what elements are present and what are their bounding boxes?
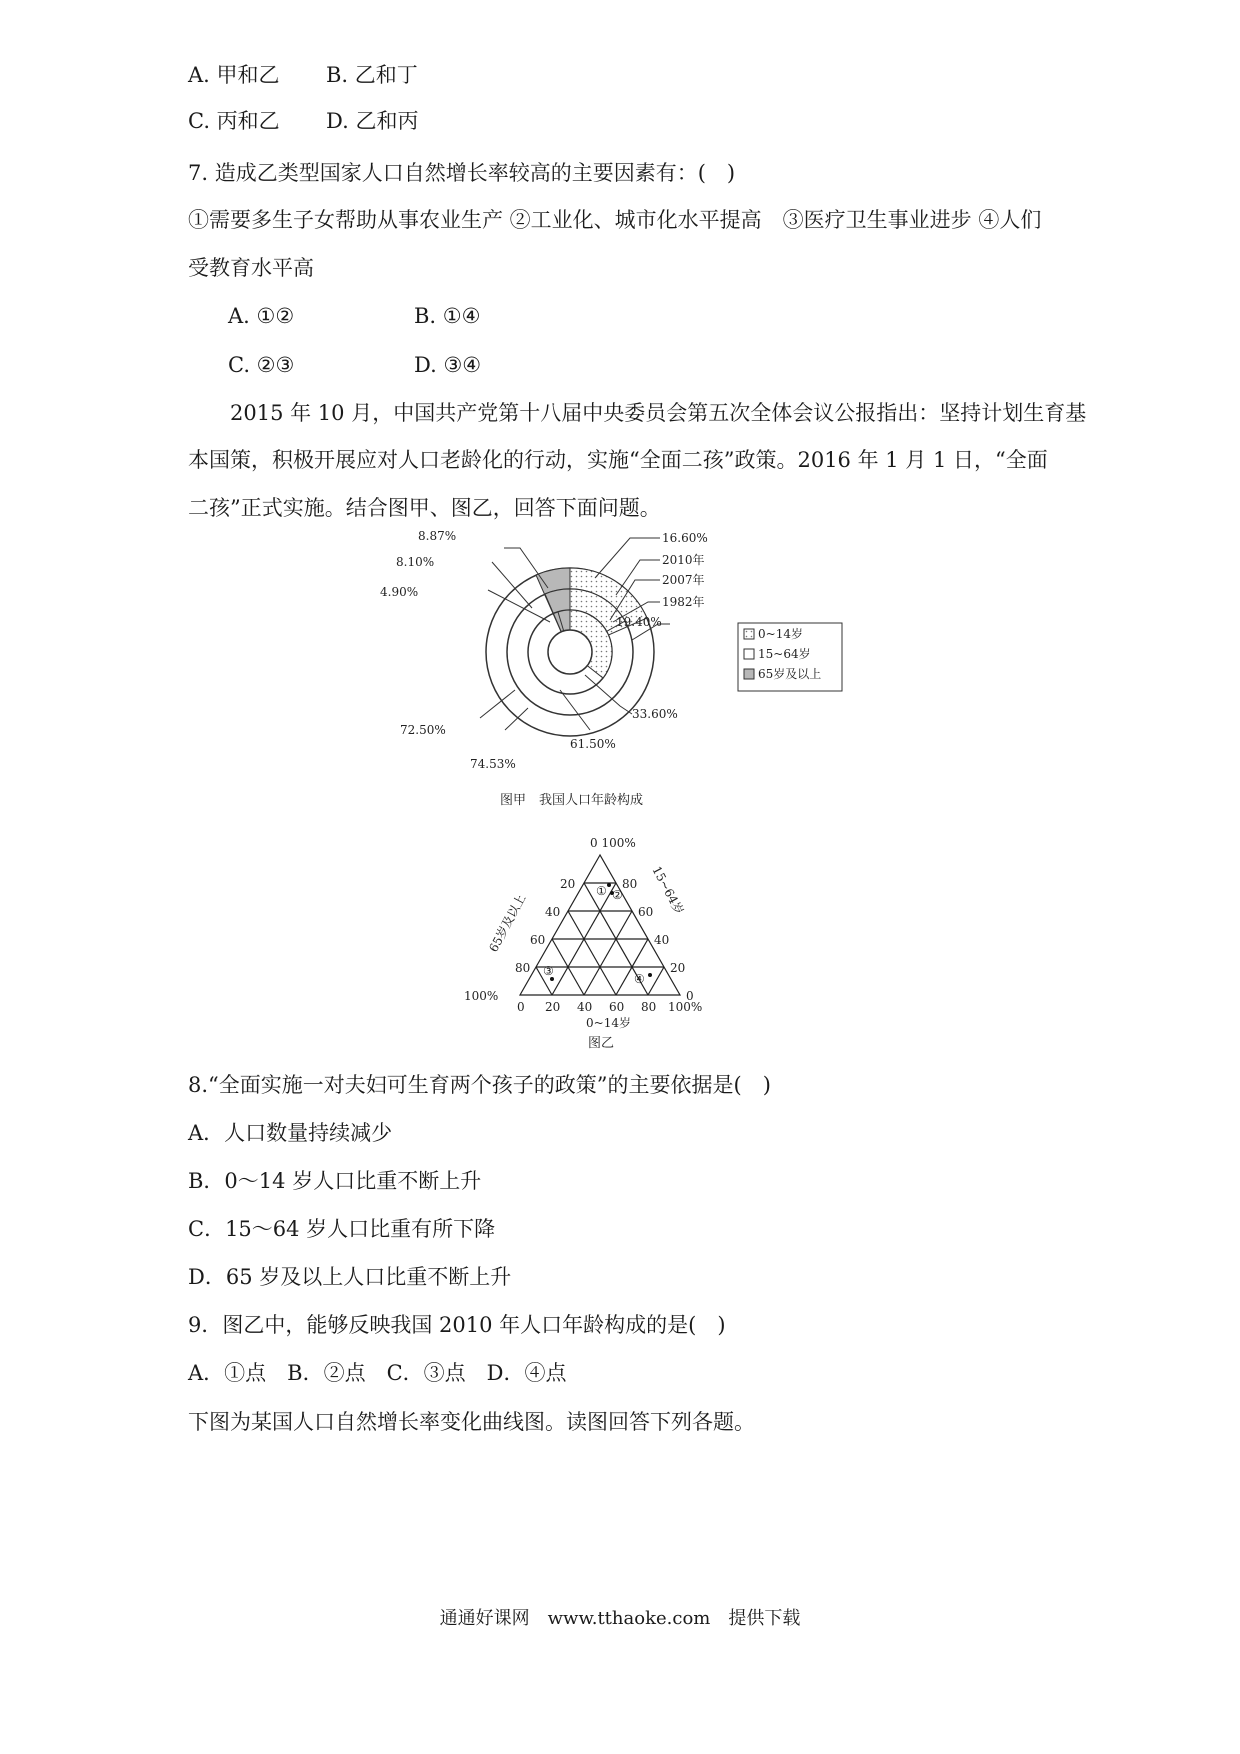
- label-72-50: 72.50%: [400, 723, 446, 737]
- q7-items-line1: ①需要多生子女帮助从事农业生产 ②工业化、城市化水平提高 ③医疗卫生事业进步 ④人们: [188, 208, 1042, 232]
- label-61-50: 61.50%: [570, 737, 616, 751]
- right-tick-20: 20: [670, 961, 686, 975]
- q9-stem: 9．图乙中，能够反映我国 2010 年人口年龄构成的是( ): [188, 1313, 726, 1337]
- bottom-tick-0: 0: [517, 1000, 525, 1014]
- ring-label-2007: 2007年: [662, 573, 705, 587]
- label-4-90: 4.90%: [380, 585, 419, 599]
- q6-option-c: C. 丙和乙: [188, 109, 280, 133]
- bottom-tick-20: 20: [545, 1000, 561, 1014]
- point-3-label: ③: [543, 964, 554, 978]
- right-tick-0: 0: [686, 989, 694, 1003]
- bottom-tick-40: 40: [577, 1000, 593, 1014]
- legend-swatch-65: [744, 669, 754, 679]
- left-tick-80: 80: [515, 961, 531, 975]
- q8-option-b: B．0～14 岁人口比重不断上升: [188, 1169, 482, 1193]
- legend: [738, 623, 842, 691]
- top-label: 0 100%: [590, 836, 636, 850]
- q7-option-b: B. ①④: [414, 304, 481, 328]
- bottom-tick-60: 60: [609, 1000, 625, 1014]
- q7-option-c: C. ②③: [228, 353, 295, 377]
- left-tick-20: 20: [560, 877, 576, 891]
- figure-yi-ternary-diagram: [464, 825, 770, 1055]
- q7-items-line2: 受教育水平高: [188, 256, 314, 280]
- q8-option-a: A．人口数量持续减少: [188, 1121, 393, 1145]
- q8-option-c: C．15～64 岁人口比重有所下降: [188, 1217, 496, 1241]
- bottom-tick-80: 80: [641, 1000, 657, 1014]
- point-1-dot: [607, 883, 611, 887]
- intro-line-2: 本国策，积极开展应对人口老龄化的行动，实施“全面二孩”政策。2016 年 1 月 1 日，“全面: [188, 448, 1048, 472]
- left-tick-40: 40: [545, 905, 561, 919]
- q6-option-a: A. 甲和乙: [188, 63, 280, 87]
- legend-0-14: 0~14岁: [758, 627, 803, 641]
- right-axis-title: 15~64岁: [649, 863, 687, 917]
- bottom-axis-title: 0~14岁: [586, 1016, 631, 1030]
- right-tick-80: 80: [622, 877, 638, 891]
- q7-stem: 7. 造成乙类型国家人口自然增长率较高的主要因素有：( ): [188, 161, 736, 185]
- figure-jia-caption: 图甲 我国人口年龄构成: [500, 793, 644, 808]
- bottom-tick-100: 100%: [668, 1000, 703, 1014]
- q8-option-d: D．65 岁及以上人口比重不断上升: [188, 1265, 512, 1289]
- figure-jia-population-rings: [380, 520, 860, 820]
- next-section-intro: 下图为某国人口自然增长率变化曲线图。读图回答下列各题。: [188, 1410, 755, 1434]
- left-tick-100: 100%: [464, 989, 499, 1003]
- ring-label-2010: 2010年: [662, 553, 705, 567]
- right-tick-40: 40: [654, 933, 670, 947]
- label-19-40: 19.40%: [616, 615, 662, 629]
- figure-yi-caption: 图乙: [588, 1036, 615, 1051]
- label-8-87: 8.87%: [418, 529, 457, 543]
- q8-stem: 8.“全面实施一对夫妇可生育两个孩子的政策”的主要依据是( ): [188, 1073, 771, 1097]
- q6-option-d: D. 乙和丙: [326, 109, 419, 133]
- left-tick-60: 60: [530, 933, 546, 947]
- legend-15-64: 15~64岁: [758, 647, 811, 661]
- q7-option-d: D. ③④: [414, 353, 482, 377]
- label-74-53: 74.53%: [470, 757, 516, 771]
- q9-options: A．①点 B．②点 C．③点 D．④点: [188, 1361, 567, 1385]
- legend-swatch-0-14: [744, 629, 754, 639]
- point-4-dot: [648, 973, 652, 977]
- point-4-label: ④: [634, 972, 645, 986]
- point-1-label: ①: [596, 884, 607, 898]
- page-footer: 通通好课网 www.tthaoke.com 提供下载: [439, 1608, 801, 1629]
- ring-chart: [486, 568, 654, 736]
- legend-swatch-15-64: [744, 649, 754, 659]
- point-2-label: ②: [612, 888, 623, 902]
- label-33-60: 33.60%: [632, 707, 678, 721]
- right-tick-60: 60: [638, 905, 654, 919]
- q6-option-b: B. 乙和丁: [326, 63, 418, 87]
- intro-line-3: 二孩”正式实施。结合图甲、图乙，回答下面问题。: [188, 496, 661, 520]
- label-16-60: 16.60%: [662, 531, 708, 545]
- left-axis-title: 65岁及以上: [486, 891, 529, 955]
- q7-option-a: A. ①②: [228, 304, 295, 328]
- ring-label-1982: 1982年: [662, 595, 705, 609]
- label-8-10: 8.10%: [396, 555, 435, 569]
- intro-line-1: 2015 年 10 月，中国共产党第十八届中央委员会第五次全体会议公报指出：坚持计划生育基: [230, 401, 1087, 425]
- legend-65: 65岁及以上: [758, 667, 822, 681]
